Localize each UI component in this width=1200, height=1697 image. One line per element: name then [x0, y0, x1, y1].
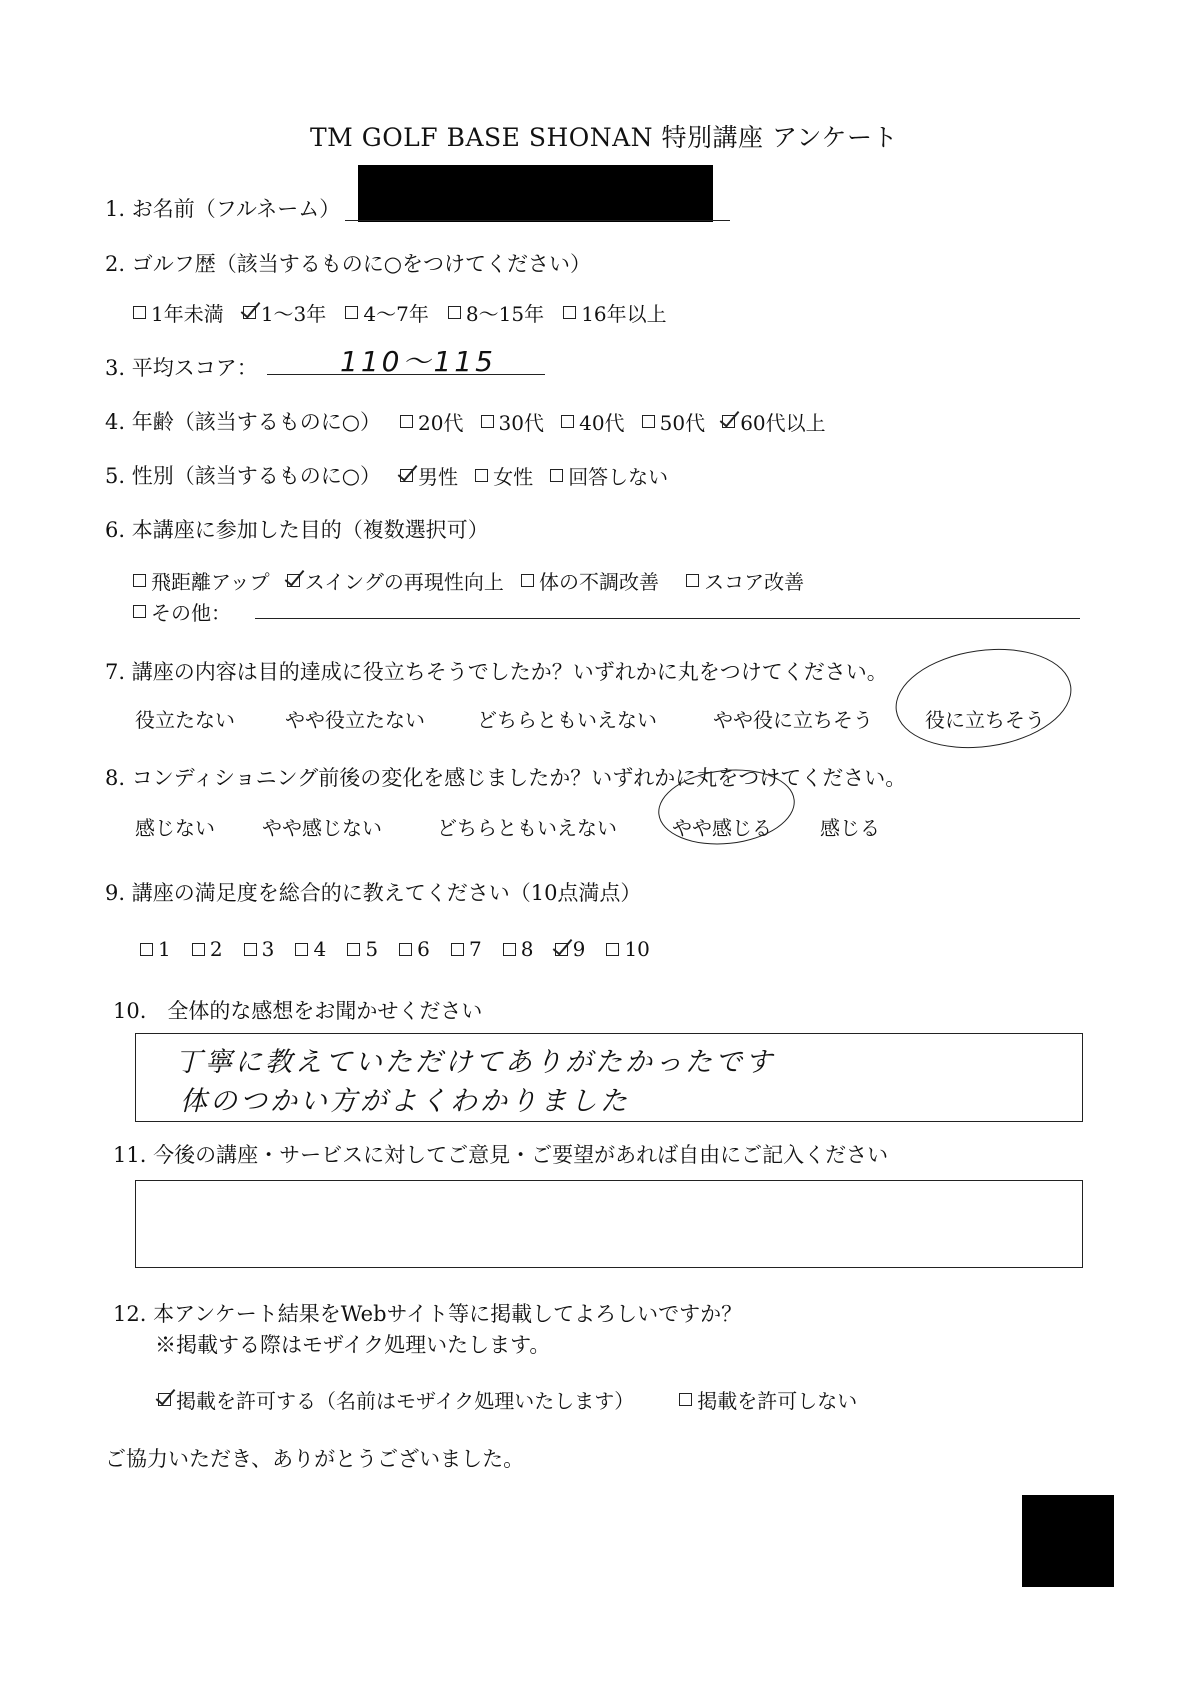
checkbox-checked[interactable] — [722, 415, 735, 428]
checkbox[interactable] — [133, 306, 146, 319]
checkbox-checked[interactable] — [400, 469, 413, 482]
checkbox-checked[interactable] — [158, 1393, 171, 1406]
checkbox[interactable] — [550, 469, 563, 482]
q8-label: 8. コンディショニング前後の変化を感じましたか？いずれかに丸をつけてください。 — [105, 766, 907, 790]
q9-option[interactable]: 7 — [451, 937, 482, 961]
checkbox[interactable] — [399, 943, 412, 956]
q7-circle-mark — [889, 638, 1078, 759]
q8-choice-selected[interactable]: やや感じる — [672, 816, 772, 840]
q7-choice[interactable]: 役立たない — [135, 708, 235, 732]
q11-answer-box[interactable] — [135, 1180, 1083, 1268]
q8-choice[interactable]: 感じる — [820, 816, 880, 840]
q8-choice[interactable]: やや感じない — [262, 816, 382, 840]
q4-options — [400, 407, 826, 436]
name-underline — [345, 220, 730, 221]
q3-label: 3. 平均スコア： — [105, 356, 258, 380]
checkbox[interactable] — [686, 574, 699, 587]
checkbox[interactable] — [448, 306, 461, 319]
checkbox[interactable] — [133, 605, 146, 618]
checkbox[interactable] — [347, 943, 360, 956]
closing-message: ご協力いただき、ありがとうございました。 — [105, 1447, 525, 1471]
checkbox-checked[interactable] — [243, 306, 256, 319]
checkbox[interactable] — [503, 943, 516, 956]
q9-options — [140, 937, 650, 961]
q7-choice[interactable]: やや役立たない — [285, 708, 425, 732]
q6-options — [133, 566, 804, 595]
q6-option[interactable]: 飛距離アップ — [133, 566, 270, 595]
q8-scale — [0, 812, 1200, 842]
checkbox[interactable] — [192, 943, 205, 956]
q7-choice-selected[interactable]: 役に立ちそう — [925, 708, 1045, 732]
q5-option[interactable]: 女性 — [475, 461, 533, 490]
q9-option[interactable]: 6 — [399, 937, 430, 961]
q7-choice[interactable]: やや役に立ちそう — [713, 708, 873, 732]
q9-option[interactable]: 10 — [606, 937, 649, 961]
q11-label: 11. 今後の講座・サービスに対してご意見・ご要望があれば自由にご記入ください — [113, 1143, 889, 1167]
checkbox[interactable] — [606, 943, 619, 956]
q9-option[interactable]: 2 — [192, 937, 223, 961]
checkbox[interactable] — [295, 943, 308, 956]
q7-label: 7. 講座の内容は目的達成に役立ちそうでしたか？いずれかに丸をつけてください。 — [105, 660, 888, 684]
q2-label: 2. ゴルフ歴（該当するものに○をつけてください） — [105, 252, 592, 276]
q4-option[interactable]: 20代 — [400, 407, 463, 436]
checkbox[interactable] — [563, 306, 576, 319]
q8-choice[interactable]: どちらともいえない — [437, 816, 617, 840]
q6-option-selected[interactable]: スイングの再現性向上 — [287, 566, 504, 595]
q6-option[interactable]: 体の不調改善 — [521, 566, 659, 595]
form-title: TM GOLF BASE SHONAN 特別講座 アンケート — [310, 123, 898, 152]
q2-option[interactable]: 16年以上 — [563, 298, 666, 327]
q10-answer-line: 体のつかい方がよくわかりました — [180, 1086, 630, 1117]
q9-option[interactable]: 1 — [140, 937, 171, 961]
q9-option-selected[interactable]: 9 — [555, 937, 586, 961]
q6-other[interactable] — [133, 597, 231, 626]
q2-option[interactable]: 8～15年 — [448, 298, 544, 327]
q7-choice[interactable]: どちらともいえない — [477, 708, 657, 732]
checkbox[interactable] — [561, 415, 574, 428]
q4-label: 4. 年齢（該当するものに○） — [105, 410, 382, 434]
checkbox[interactable] — [679, 1393, 692, 1406]
checkbox-checked[interactable] — [555, 943, 568, 956]
q6-option[interactable]: スコア改善 — [686, 566, 804, 595]
checkbox[interactable] — [451, 943, 464, 956]
q6-option-other[interactable]: その他： — [133, 597, 231, 626]
q2-option-selected[interactable]: 1～3年 — [243, 298, 326, 327]
q9-option[interactable]: 3 — [244, 937, 275, 961]
q6-label: 6. 本講座に参加した目的（複数選択可） — [105, 518, 489, 542]
q4-option[interactable]: 30代 — [481, 407, 544, 436]
checkbox[interactable] — [521, 574, 534, 587]
q12-note: ※掲載する際はモザイク処理いたします。 — [155, 1333, 551, 1357]
q5-option[interactable]: 回答しない — [550, 461, 668, 490]
q12-options — [158, 1385, 857, 1414]
q3-handwritten-answer: 110～115 — [340, 345, 496, 378]
checkbox[interactable] — [140, 943, 153, 956]
checkbox-checked[interactable] — [287, 574, 300, 587]
q12-label: 12. 本アンケート結果をWebサイト等に掲載してよろしいですか？ — [113, 1302, 743, 1326]
q2-option[interactable]: 4～7年 — [345, 298, 428, 327]
q9-option[interactable]: 5 — [347, 937, 378, 961]
q1-label: 1. お名前（フルネーム） — [105, 197, 341, 221]
q8-choice[interactable]: 感じない — [135, 816, 215, 840]
checkbox[interactable] — [345, 306, 358, 319]
q2-options — [133, 298, 667, 327]
name-redaction — [358, 165, 713, 222]
q12-option-selected[interactable]: 掲載を許可する（名前はモザイク処理いたします） — [158, 1385, 634, 1414]
q3-underline — [267, 374, 545, 375]
q4-option[interactable]: 40代 — [561, 407, 624, 436]
q10-answer-line: 丁寧に教えていただけてありがたかったです — [175, 1047, 775, 1078]
q12-option[interactable]: 掲載を許可しない — [679, 1385, 857, 1414]
q2-option[interactable]: 1年未満 — [133, 298, 224, 327]
q9-option[interactable]: 4 — [295, 937, 326, 961]
checkbox[interactable] — [475, 469, 488, 482]
checkbox[interactable] — [481, 415, 494, 428]
q10-label: 10. 全体的な感想をお聞かせください — [113, 999, 483, 1023]
q5-option-selected[interactable]: 男性 — [400, 461, 458, 490]
checkbox[interactable] — [244, 943, 257, 956]
q9-option[interactable]: 8 — [503, 937, 534, 961]
q5-options — [400, 461, 668, 490]
checkbox[interactable] — [642, 415, 655, 428]
q6-other-line[interactable] — [255, 618, 1080, 619]
checkbox[interactable] — [133, 574, 146, 587]
q4-option[interactable]: 50代 — [642, 407, 705, 436]
corner-redaction — [1022, 1495, 1114, 1587]
q9-label: 9. 講座の満足度を総合的に教えてください（10点満点） — [105, 881, 642, 905]
checkbox[interactable] — [400, 415, 413, 428]
q5-label: 5. 性別（該当するものに○） — [105, 464, 382, 488]
q4-option-selected[interactable]: 60代以上 — [722, 407, 825, 436]
